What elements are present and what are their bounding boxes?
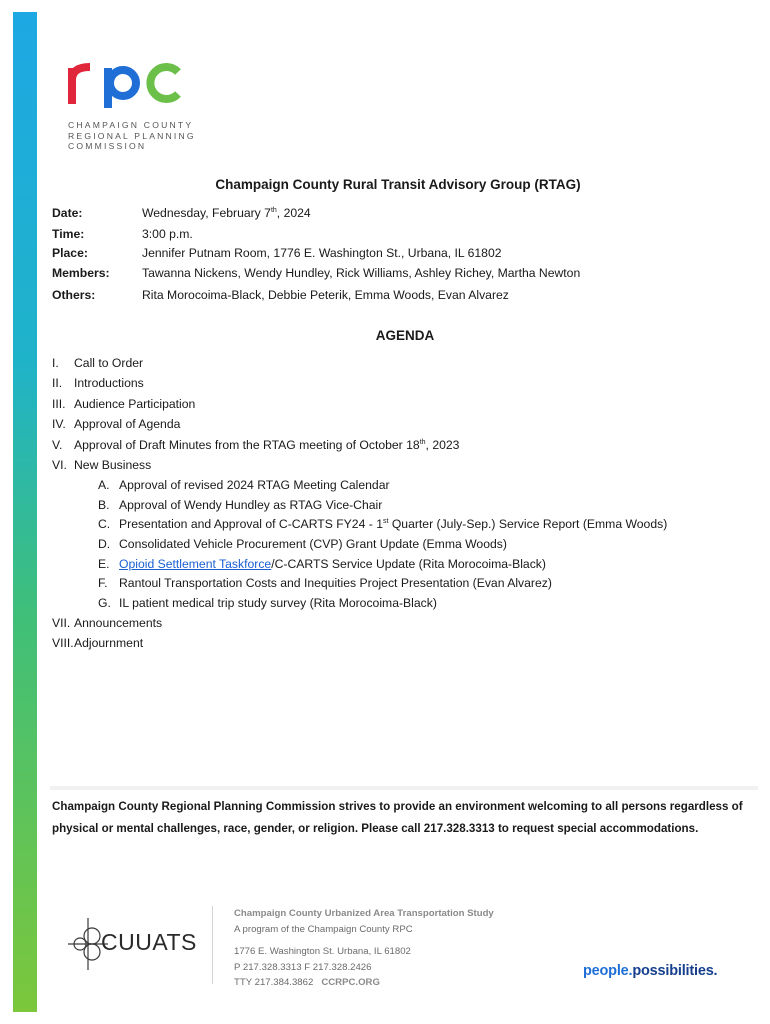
rpc-org-name: CHAMPAIGN COUNTY REGIONAL PLANNING COMMISSION — [68, 120, 196, 151]
footer-divider — [212, 906, 213, 984]
website-link[interactable]: CCRPC.ORG — [321, 977, 380, 988]
divider — [50, 786, 758, 790]
side-color-bar — [13, 12, 37, 1012]
page-title: Champaign County Rural Transit Advisory Group (RTAG) — [215, 177, 581, 192]
opioid-taskforce-link[interactable]: Opioid Settlement Taskforce — [119, 556, 272, 571]
accommodation-notice: Champaign County Regional Planning Commission strives to provide an environment welcoming to all persons regardless of physical or mental challenges, race, gender, or religion. Please call 217.328.3313 to request special accommodations. — [52, 800, 743, 835]
rpc-logo — [68, 52, 186, 112]
cuuats-wordmark: CUUATS — [101, 929, 197, 955]
tagline: people.possibilities. — [583, 963, 718, 979]
agenda-heading: AGENDA — [375, 328, 435, 343]
footer-info: Champaign County Urbanized Area Transportation Study A program of the Champaign County RPC 1776 E. Washington St. Urbana, IL 61802 P 217.328.3313 F 217.328.2426 TTY 217.384.3862 CCRPC.ORG — [234, 908, 494, 988]
